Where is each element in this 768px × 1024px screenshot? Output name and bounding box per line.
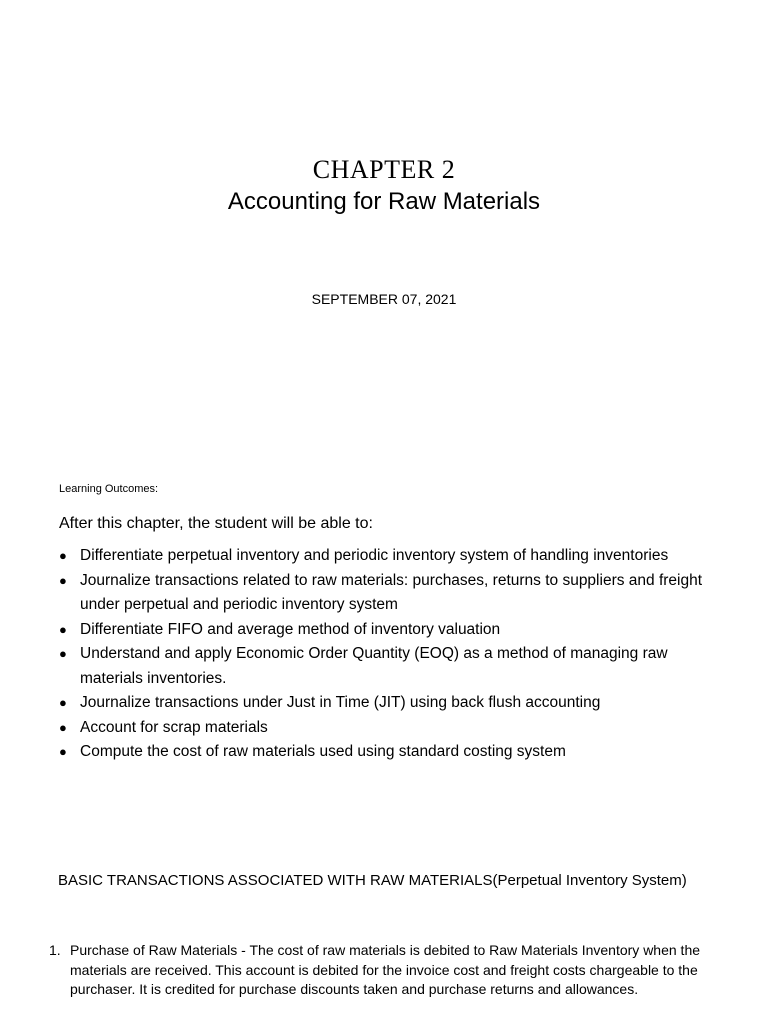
outcome-text: Account for scrap materials: [80, 718, 268, 736]
numbered-item: [49, 941, 709, 1000]
list-item: [59, 716, 719, 741]
outcome-text: Understand and apply Economic Order Quantity (EOQ) as a method of managing raw materials inventories.: [80, 645, 668, 687]
learning-outcomes-intro: After this chapter, the student will be able to:: [59, 515, 373, 532]
document-date: SEPTEMBER 07, 2021: [311, 291, 457, 307]
outcome-text: Journalize transactions related to raw materials: purchases, returns to suppliers and freight under perpetual and periodic inventory system: [80, 571, 703, 613]
chapter-title: Accounting for Raw Materials: [227, 188, 541, 215]
item-text: Purchase of Raw Materials - The cost of raw materials is debited to Raw Materials Inventory when the materials are received. This account is debited for the invoice cost and freight costs chargeable to the purchaser. It is credited for purchase discounts taken and purchase returns and allowances.: [70, 942, 701, 997]
list-item: [59, 569, 719, 618]
list-item: [59, 618, 719, 643]
learning-outcomes-heading: Learning Outcomes:: [59, 483, 159, 495]
learning-outcomes-list: [59, 544, 719, 765]
bullet-icon: ●: [59, 646, 67, 661]
outcome-text: Compute the cost of raw materials used using standard costing system: [80, 743, 566, 760]
list-item: [59, 642, 719, 691]
section-heading: BASIC TRANSACTIONS ASSOCIATED WITH RAW MATERIALS(Perpetual Inventory System): [58, 872, 687, 889]
bullet-icon: ●: [59, 621, 67, 637]
chapter-number: CHAPTER 2: [312, 155, 456, 184]
bullet-icon: ●: [59, 719, 67, 735]
bullet-icon: ●: [59, 548, 67, 563]
bullet-icon: ●: [59, 744, 67, 759]
list-item: [59, 691, 719, 716]
outcome-text: Differentiate FIFO and average method of inventory valuation: [80, 620, 501, 638]
outcome-text: Differentiate perpetual inventory and periodic inventory system of handling inventories: [80, 547, 669, 564]
bullet-icon: ●: [59, 572, 67, 588]
outcome-text: Journalize transactions under Just in Time (JIT) using back flush accounting: [80, 694, 601, 711]
bullet-icon: ●: [59, 695, 67, 710]
item-number: 1.: [49, 942, 61, 958]
list-item: [59, 544, 719, 569]
list-item: [59, 740, 719, 765]
